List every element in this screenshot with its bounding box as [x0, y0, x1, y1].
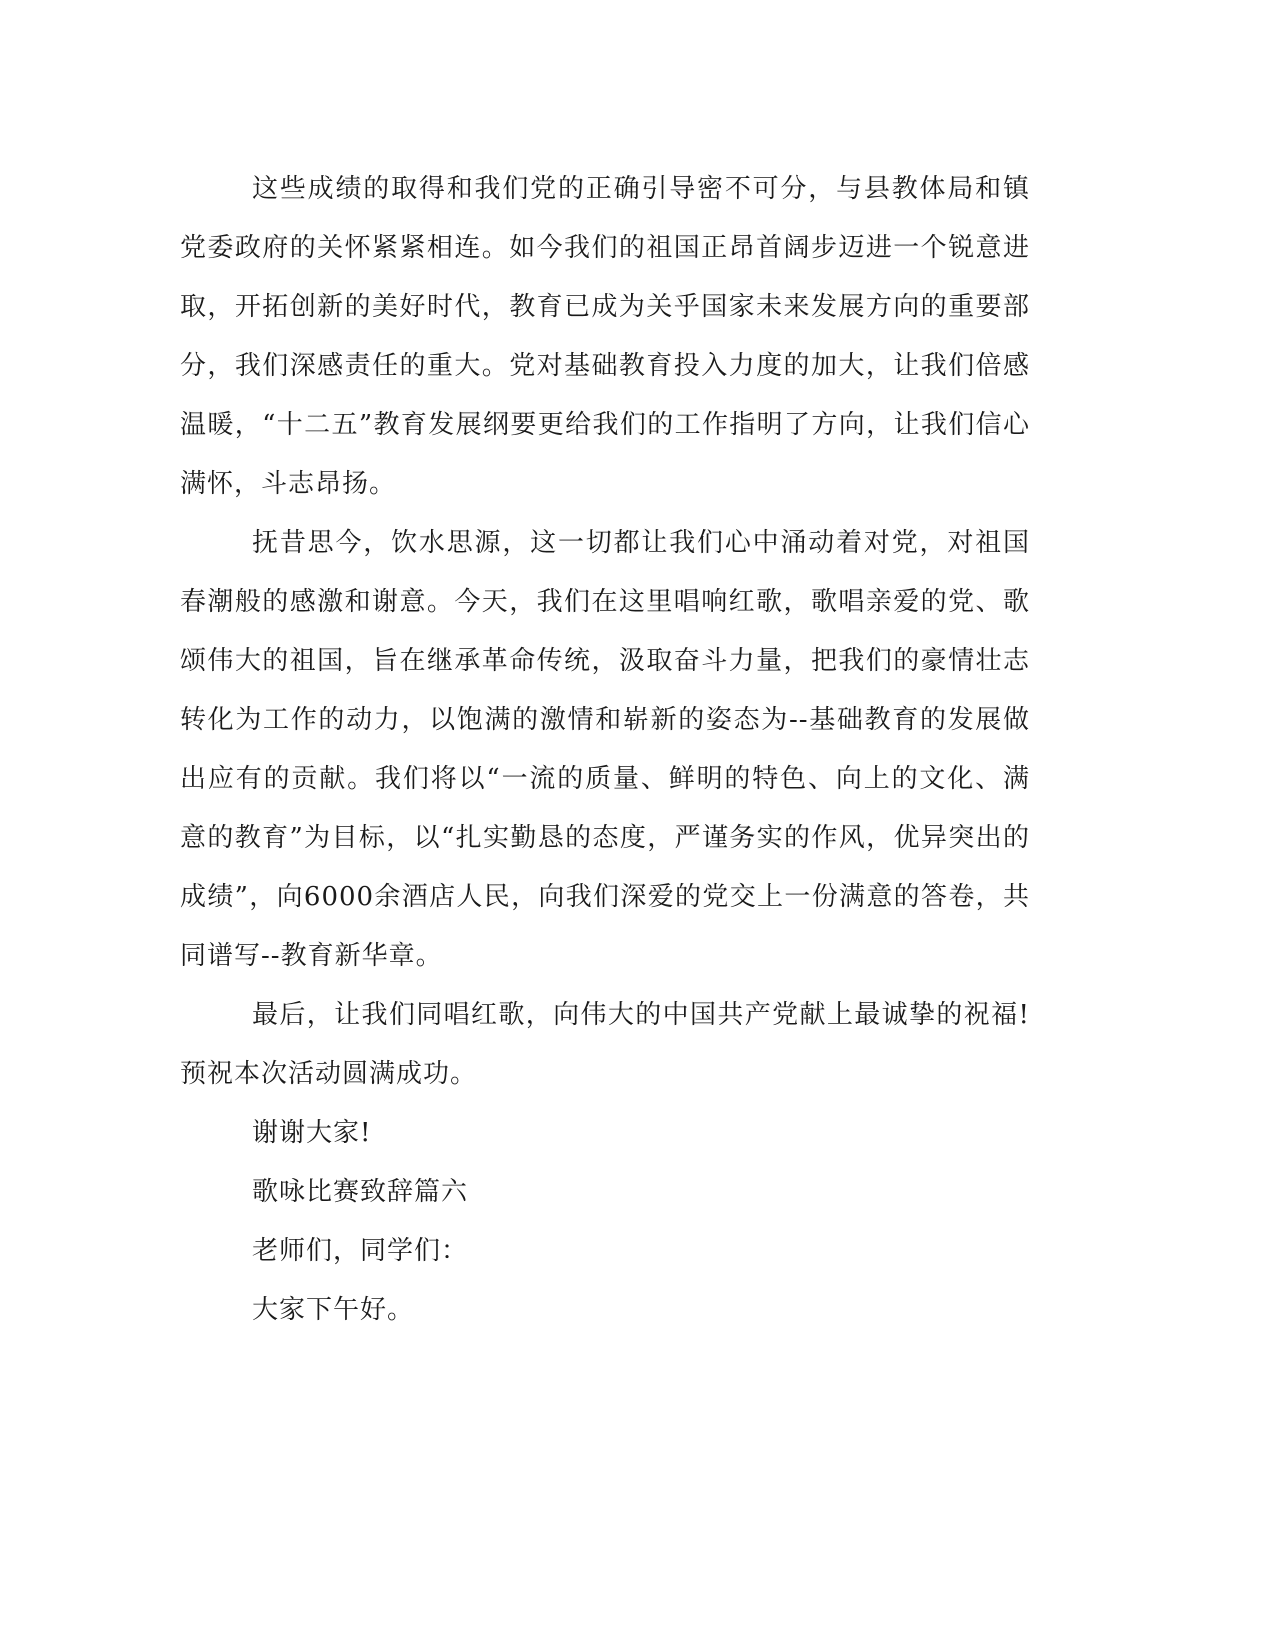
paragraph-closing: 最后，让我们同唱红歌，向伟大的中国共产党献上最诚挚的祝福!预祝本次活动圆满成功。 [180, 1000, 1030, 1089]
paragraph-gratitude: 抚昔思今，饮水思源，这一切都让我们心中涌动着对党，对祖国春潮般的感激和谢意。今天，我们在这里唱响红歌，歌唱亲爱的党、歌颂伟大的祖国，旨在继承革命传统，汲取奋斗力量，把我们的豪情壮志转化为工作的动力，以饱满的激情和崭新的姿态为--基础教育的发展做出应有的贡献。我们将以“一流的质量、鲜明的特色、向上的文化、满意的教育”为目标，以“扎实勤恳的态度，严谨务实的作风，优异突出的成绩”，向6000余酒店人民，向我们深爱的党交上一份满意的答卷，共同谱写--教育新华章。 [180, 528, 1030, 971]
section-title: 歌咏比赛致辞篇六 [252, 1177, 469, 1207]
greeting-line: 大家下午好。 [252, 1295, 415, 1325]
document-body [180, 160, 1030, 1340]
thanks-line: 谢谢大家! [252, 1118, 372, 1148]
salutation-line: 老师们，同学们： [252, 1236, 469, 1266]
paragraph-achievements: 这些成绩的取得和我们党的正确引导密不可分，与县教体局和镇党委政府的关怀紧紧相连。如今我们的祖国正昂首阔步迈进一个锐意进取，开拓创新的美好时代，教育已成为关乎国家未来发展方向的重要部分，我们深感责任的重大。党对基础教育投入力度的加大，让我们倍感温暖，“十二五”教育发展纲要更给我们的工作指明了方向，让我们信心满怀，斗志昂扬。 [180, 174, 1030, 499]
